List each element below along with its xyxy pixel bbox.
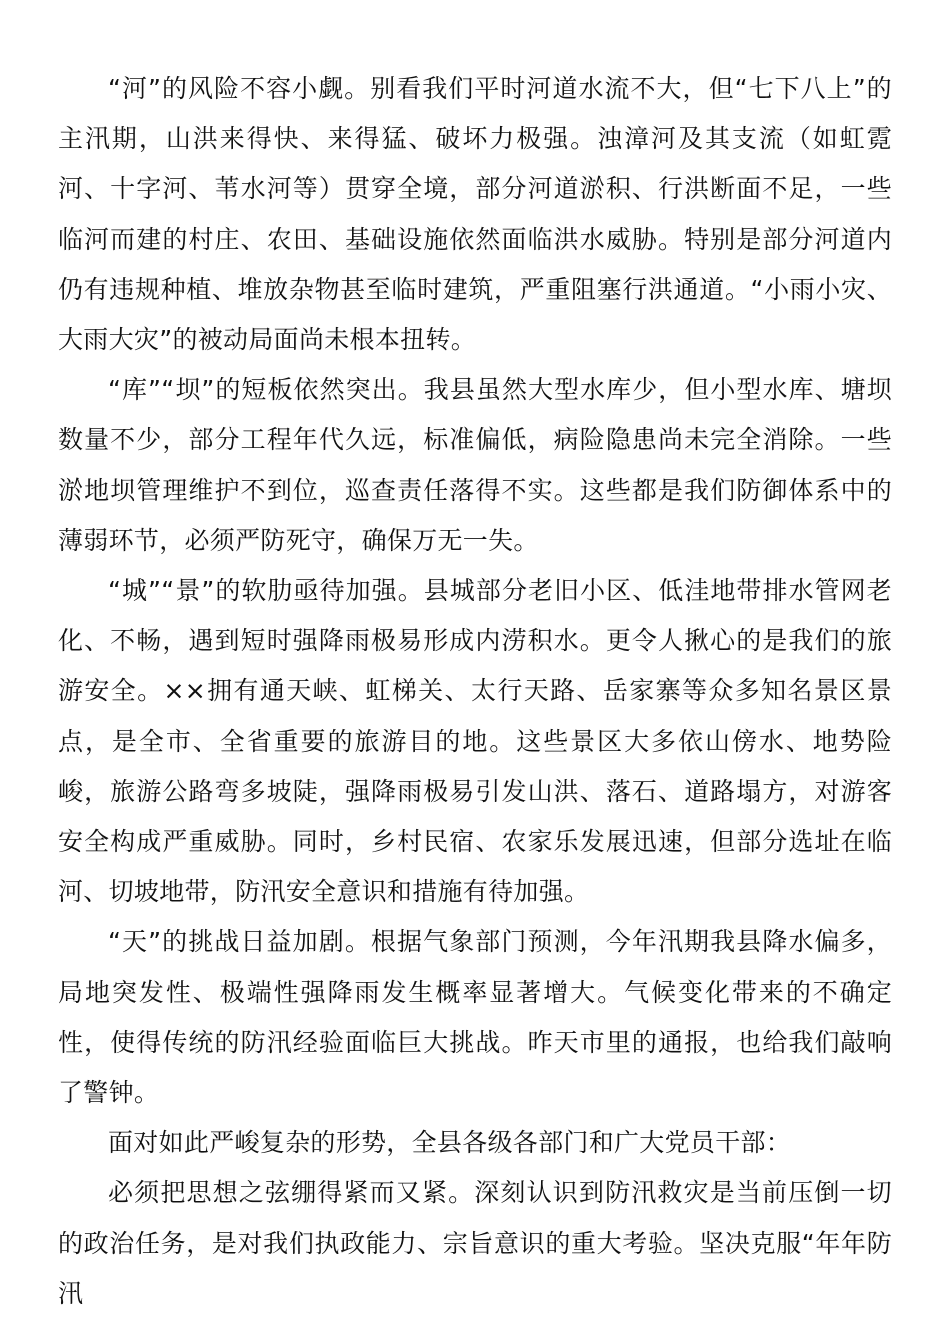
paragraph-city-scenic: “城”“景”的软肋亟待加强。县城部分老旧小区、低洼地带排水管网老化、不畅，遇到短时强降雨极易形成内涝积水。更令人揪心的是我们的旅游安全。××拥有通天峡、虹梯关、太行天路、岳家寨等众多知名景区景点，是全市、全省重要的旅游目的地。这些景区大多依山傍水、地势险峻，旅游公路弯多坡陡，强降雨极易引发山洪、落石、道路塌方，对游客安全构成严重威胁。同时，乡村民宿、农家乐发展迅速，但部分选址在临河、切坡地带，防汛安全意识和措施有待加强。 <box>58 576 892 907</box>
paragraph-situation-intro: 面对如此严峻复杂的形势，全县各级各部门和广大党员干部： <box>108 1128 792 1158</box>
paragraph-weather-challenge: “天”的挑战日益加剧。根据气象部门预测，今年汛期我县降水偏多，局地突发性、极端性强降雨发生概率显著增大。气候变化带来的不确定性，使得传统的防汛经验面临巨大挑战。昨天市里的通报，也给我们敲响了警钟。 <box>58 927 892 1108</box>
paragraph-river-risk: “河”的风险不容小觑。别看我们平时河道水流不大，但“七下八上”的主汛期，山洪来得快、来得猛、破坏力极强。浊漳河及其支流（如虹霓河、十字河、苇水河等）贯穿全境，部分河道淤积、行洪断面不足，一些临河而建的村庄、农田、基础设施依然面临洪水威胁。特别是部分河道内仍有违规种植、堆放杂物甚至临时建筑，严重阻塞行洪通道。“小雨小灾、大雨大灾”的被动局面尚未根本扭转。 <box>58 74 892 355</box>
paragraph-reservoir-dam: “库”“坝”的短板依然突出。我县虽然大型水库少，但小型水库、塘坝数量不少，部分工程年代久远，标准偏低，病险隐患尚未完全消除。一些淤地坝管理维护不到位，巡查责任落得不实。这些都是我们防御体系中的薄弱环节，必须严防死守，确保万无一失。 <box>58 375 892 555</box>
paragraph-mindset: 必须把思想之弦绷得紧而又紧。深刻认识到防汛救灾是当前压倒一切的政治任务，是对我们执政能力、宗旨意识的重大考验。坚决克服“年年防汛 <box>58 1178 892 1308</box>
document-body <box>58 64 892 1319</box>
